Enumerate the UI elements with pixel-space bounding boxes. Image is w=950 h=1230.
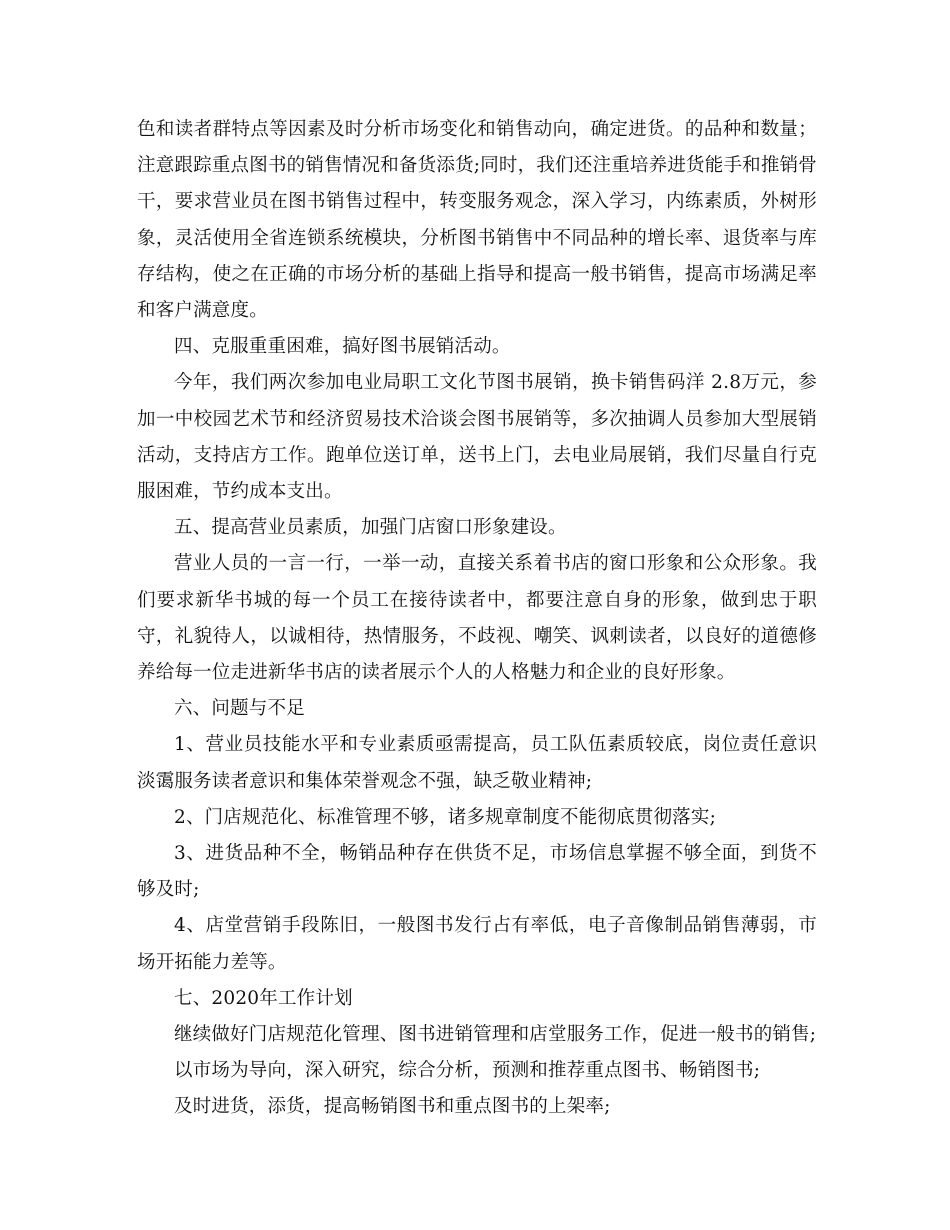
paragraph-purchasing-continued: 色和读者群特点等因素及时分析市场变化和销售动向，确定进货。的品种和数量；注意跟踪重点图书的销售情况和备货添货;同时，我们还注重培养进货能手和推销骨干，要求营业员在图书销售过程中，转变服务观念，深入学习，内练素质，外树形象，灵活使用全省连锁系统模块，分析图书销售中不同品种的增长率、退货率与库存结构，使之在正确的市场分析的基础上指导和提高一般书销售，提高市场满足率和客户满意度。 — [137, 119, 817, 322]
document-body — [137, 112, 817, 1126]
section-heading-exhibitions: 四、克服重重困难，搞好图书展销活动。 — [174, 336, 511, 358]
paragraph-staff-quality: 营业人员的一言一行，一举一动，直接关系着书店的窗口形象和公众形象。我们要求新华书城的每一个员工在接待读者中，都要注意自身的形象，做到忠于职守，礼貌待人，以诚相待，热情服务，不歧视、嘲笑、讽刺读者，以良好的道德修养给每一位走进新华书店的读者展示个人的人格魅力和企业的良好形象。 — [137, 553, 817, 684]
plan-item-1: 继续做好门店规范化管理、图书进销管理和店堂服务工作，促进一般书的销售; — [174, 1024, 817, 1046]
problem-item-1: 1、营业员技能水平和专业素质亟需提高，员工队伍素质较底，岗位责任意识淡霭服务读者意识和集体荣誉观念不强，缺乏敬业精神; — [137, 734, 817, 792]
problem-item-2: 2、门店规范化、标准管理不够，诸多规章制度不能彻底贯彻落实; — [174, 806, 717, 828]
problem-item-3: 3、进货品种不全，畅销品种存在供货不足，市场信息掌握不够全面，到货不够及时; — [137, 843, 817, 901]
section-heading-problems: 六、问题与不足 — [174, 698, 305, 720]
problem-item-4: 4、店堂营销手段陈旧，一般图书发行占有率低，电子音像制品销售薄弱，市场开拓能力差等。 — [137, 915, 817, 973]
plan-item-3: 及时进货，添货，提高畅销图书和重点图书的上架率; — [174, 1096, 611, 1118]
plan-item-2: 以市场为导向，深入研究，综合分析，预测和推荐重点图书、畅销图书; — [174, 1060, 761, 1082]
section-heading-staff-quality: 五、提高营业员素质，加强门店窗口形象建设。 — [174, 517, 567, 539]
paragraph-exhibitions: 今年，我们两次参加电业局职工文化节图书展销，换卡销售码洋 2.8万元，参加一中校园艺术节和经济贸易技术洽谈会图书展销等，多次抽调人员参加大型展销活动，支持店方工作。跑单位送订单，送书上门，去电业局展销，我们尽量自行克服困难，节约成本支出。 — [137, 372, 817, 503]
section-heading-work-plan: 七、2020年工作计划 — [174, 987, 353, 1009]
